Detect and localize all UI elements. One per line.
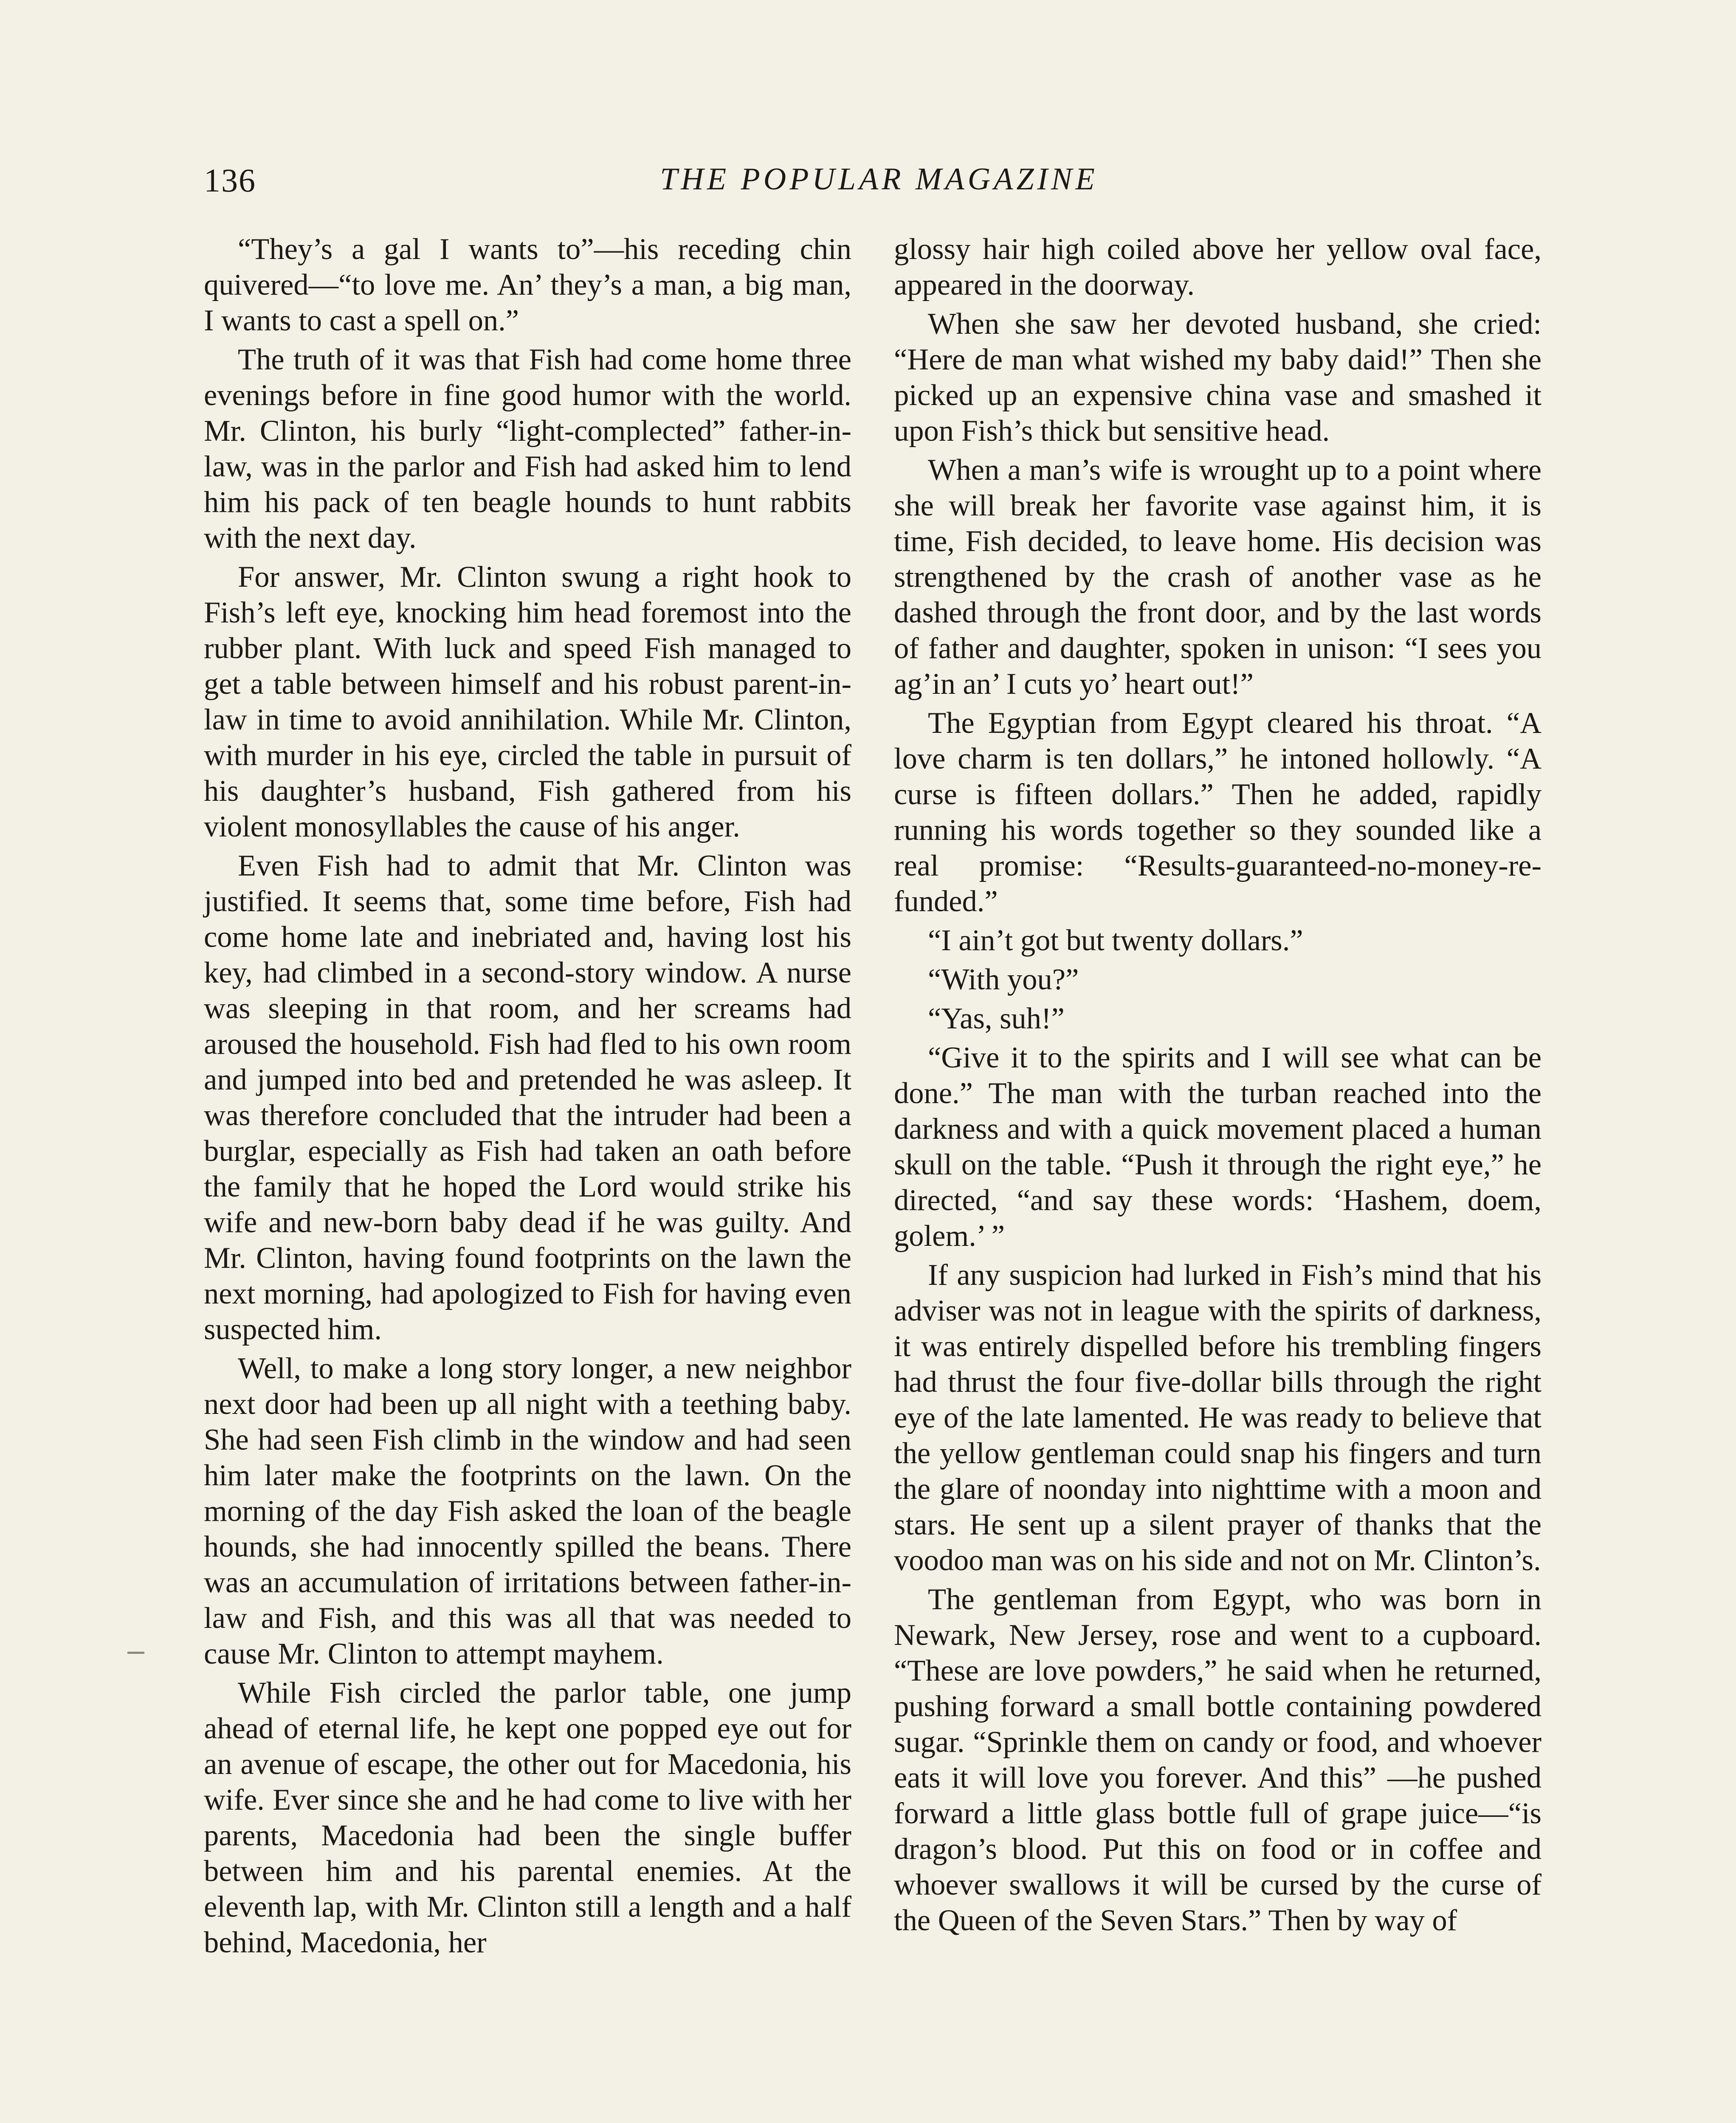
paragraph: The Egyptian from Egypt cleared his throat. “A love charm is ten dollars,” he intoned hollowly. “A curse is fifteen dollars.” Then he added, rapidly running his words together so they sounded like a real promise: “Results-guaranteed-no-money-refunded.”: [894, 707, 1542, 918]
page-header: [204, 161, 1554, 212]
paragraph: “With you?”: [928, 963, 1079, 996]
paragraph: “I ain’t got but twenty dollars.”: [928, 924, 1303, 957]
paragraph: When a man’s wife is wrought up to a point where she will break her favorite vase against him, it is time, Fish decided, to leave home. His decision was strengthened by the crash of another vase as he dashed through the front door, and by the last words of father and daughter, spoken in unison: “I sees you ag’in an’ I cuts yo’ heart out!”: [894, 453, 1542, 701]
page-number: 136: [204, 162, 256, 199]
running-title: THE POPULAR MAGAZINE: [660, 162, 1098, 197]
paragraph: “Yas, suh!”: [928, 1002, 1065, 1035]
right-column: [894, 231, 1542, 1942]
paragraph: Well, to make a long story longer, a new neighbor next door had been up all night with a teething baby. She had seen Fish climb in the window and had seen him later make the footprints on the lawn. On the morning of the day Fish asked the loan of the beagle hounds, she had innocently spilled the beans. There was an accumulation of irritations between father-in-law and Fish, and this was all that was needed to cause Mr. Clinton to attempt mayhem.: [204, 1352, 851, 1670]
margin-mark: [127, 1652, 144, 1654]
paragraph: For answer, Mr. Clinton swung a right hook to Fish’s left eye, knocking him head foremost into the rubber plant. With luck and speed Fish managed to get a table between himself and his robust parent-in-law in time to avoid annihilation. While Mr. Clinton, with murder in his eye, circled the table in pursuit of his daughter’s husband, Fish gathered from his violent monosyllables the cause of his anger.: [204, 560, 851, 843]
paragraph: If any suspicion had lurked in Fish’s mind that his adviser was not in league with the spirits of darkness, it was entirely dispelled before his trembling fingers had thrust the four five-dollar bills through the right eye of the late lamented. He was ready to believe that the yellow gentleman could snap his fingers and turn the glare of noonday into nighttime with a moon and stars. He sent up a silent prayer of thanks that the voodoo man was on his side and not on Mr. Clinton’s.: [894, 1259, 1542, 1577]
paragraph: While Fish circled the parlor table, one jump ahead of eternal life, he kept one popped eye out for an avenue of escape, the other out for Macedonia, his wife. Ever since she and he had come to live with her parents, Macedonia had been the single buffer between him and his parental enemies. At the eleventh lap, with Mr. Clinton still a length and a half behind, Macedonia, her: [204, 1676, 851, 1959]
paragraph: The truth of it was that Fish had come home three evenings before in fine good humor with the world. Mr. Clinton, his burly “light-complected” father-in-law, was in the parlor and Fish had asked him to lend him his pack of ten beagle hounds to hunt rabbits with the next day.: [204, 343, 851, 555]
paragraph-continuation: glossy hair high coiled above her yellow oval face, appeared in the doorway.: [894, 233, 1542, 301]
paragraph: “They’s a gal I wants to”—his receding chin quivered—“to love me. An’ they’s a man, a big man, I wants to cast a spell on.”: [204, 233, 851, 337]
left-column: [204, 231, 851, 1964]
paragraph: The gentleman from Egypt, who was born in Newark, New Jersey, rose and went to a cupboard. “These are love powders,” he said when he returned, pushing forward a small bottle containing powdered sugar. “Sprinkle them on candy or food, and whoever eats it will love you forever. And this” —he pushed forward a little glass bottle full of grape juice—“is dragon’s blood. Put this on food or in coffee and whoever swallows it will be cursed by the curse of the Queen of the Seven Stars.” Then by way of: [894, 1583, 1542, 1937]
paragraph: “Give it to the spirits and I will see what can be done.” The man with the turban reached into the darkness and with a quick movement placed a human skull on the table. “Push it through the right eye,” he directed, “and say these words: ‘Hashem, doem, golem.’ ”: [894, 1041, 1542, 1253]
paragraph: Even Fish had to admit that Mr. Clinton was justified. It seems that, some time before, Fish had come home late and inebriated and, having lost his key, had climbed in a second-story window. A nurse was sleeping in that room, and her screams had aroused the household. Fish had fled to his own room and jumped into bed and pretended he was asleep. It was therefore concluded that the intruder had been a burglar, especially as Fish had taken an oath before the family that he hoped the Lord would strike his wife and new-born baby dead if he was guilty. And Mr. Clinton, having found footprints on the lawn the next morning, had apologized to Fish for having even suspected him.: [204, 849, 851, 1346]
paragraph: When she saw her devoted husband, she cried: “Here de man what wished my baby daid!” Then she picked up an expensive china vase and smashed it upon Fish’s thick but sensitive head.: [894, 307, 1542, 448]
